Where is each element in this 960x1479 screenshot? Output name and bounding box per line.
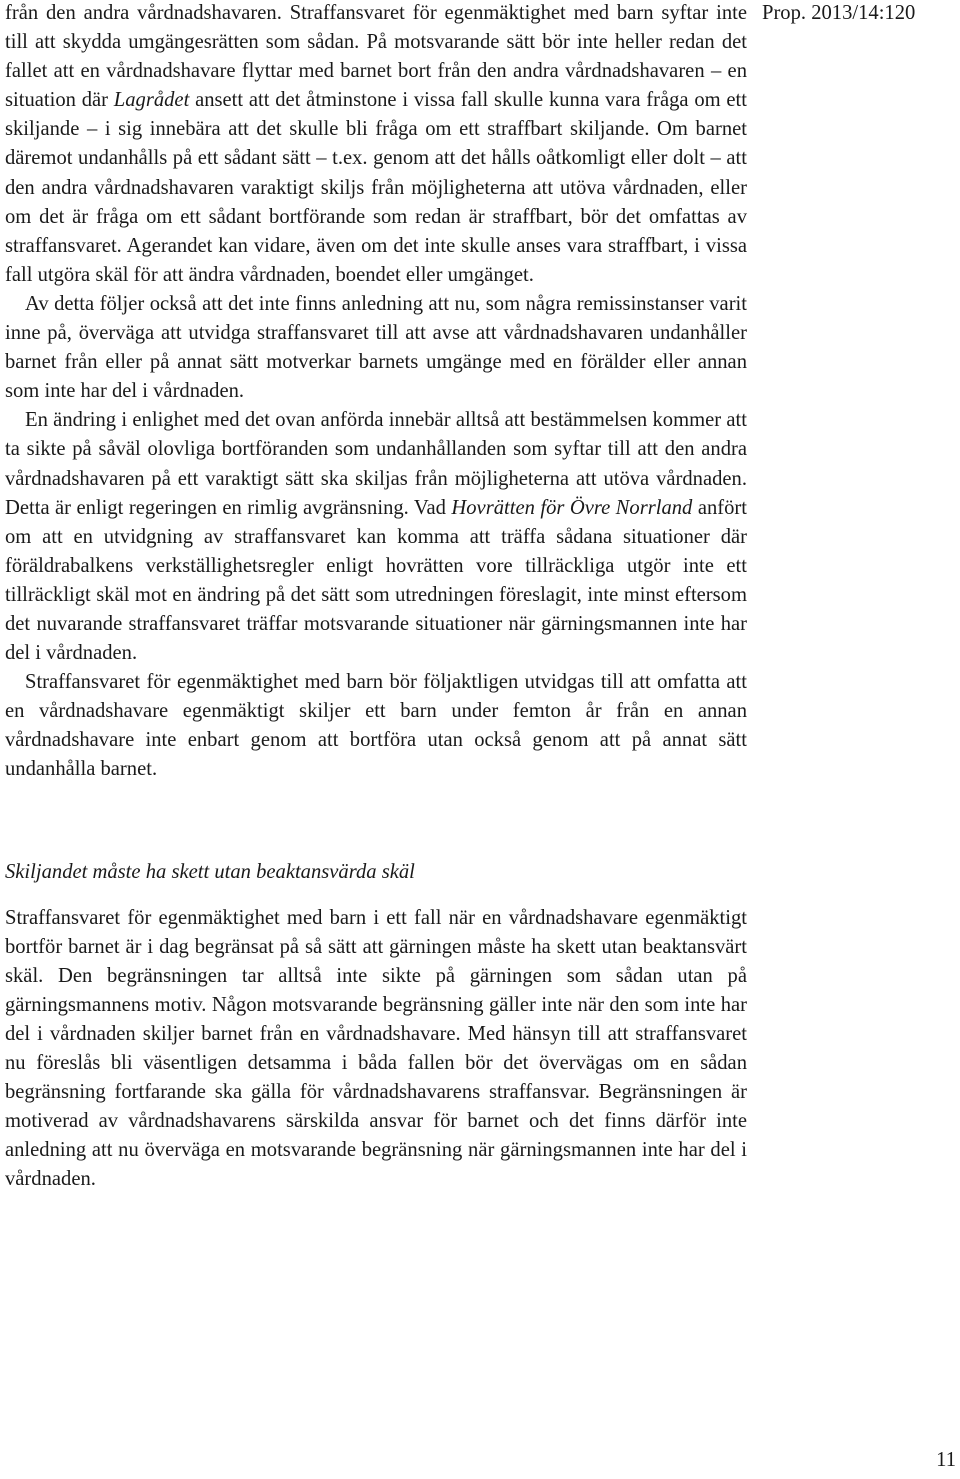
- hovratten-emphasis: Hovrätten för Övre Norrland: [451, 496, 693, 519]
- proposition-reference: Prop. 2013/14:120: [762, 2, 916, 24]
- paragraph-4: Straffansvaret för egenmäktighet med barn bör följaktligen utvidgas till att omfatta att en vårdnadshavare egenmäktigt skiljer ett barn under femton år från en annan vårdnadshavare inte enbart genom att bortföra utan också genom att på annat sätt undanhålla barnet.: [5, 671, 747, 781]
- paragraph-1-text: från den andra vårdnadshavaren. Straffansvaret för egenmäktighet med barn syftar inte till att skydda umgängesrätten som sådan. På motsvarande sätt bör inte heller redan det fallet att en vårdnadshavare flyttar med barnet bort från den andra vårdnadshavaren – en situation där: [5, 2, 747, 112]
- body-text: [5, 0, 747, 1195]
- page-number: 11: [936, 1449, 956, 1471]
- paragraph-2: Av detta följer också att det inte finns anledning att nu, som några remissinstanser varit inne på, överväga att utvidga straffansvaret till att avse att vårdnadshavaren undanhåller barnet från eller på annat sätt motverkar barnets umgänge med en förälder eller annan som inte har del i vårdnaden.: [5, 292, 747, 403]
- paragraph-3-continued: anfört om att en utvidgning av straffansvaret kan komma att träffa sådana situationer där föräldrabalkens verkställighetsregler enligt hovrätten vore tillräckliga utgör inte ett tillräckligt skäl mot en ändring på det sätt som utredningen föreslagit, inte minst eftersom det nuvarande straffansvaret träffar motsvarande situationer när gärningsmannen inte har del i vårdnaden.: [5, 496, 747, 665]
- heading-spacer: [5, 887, 747, 904]
- lagradet-emphasis: Lagrådet: [113, 89, 190, 112]
- paragraph-3-text: En ändring i enlighet med det ovan anförda innebär alltså att bestämmelsen kommer att ta sikte på såväl olovliga bortföranden som undanhållanden som syftar till att den andra vårdnadshavaren på ett varaktigt sätt ska skiljas från möjligheterna att utöva vårdnaden. Detta är enligt regeringen en rimlig avgränsning. Vad: [5, 409, 747, 519]
- section-heading: Skiljandet måste ha skett utan beaktansvärda skäl: [5, 860, 415, 883]
- paragraph-1-continued: ansett att det åtminstone i vissa fall skulle kunna vara fråga om ett skiljande – i sig innebära att det skulle bli fråga om ett straffbart skiljande. Om barnet däremot undanhålls på ett sådant sätt – t.ex. genom att det hålls oåtkomligt eller dolt – att den andra vårdnadshavaren varaktigt skiljs från möjligheterna att utöva vårdnaden, eller om det är fråga om ett sådant bortförande som redan är straffbart, bör det omfattas av straffansvaret. Agerandet kan vidare, även om det inte skulle anses vara straffbart, i vissa fall utgöra skäl för att ändra vårdnaden, boendet eller umgänget.: [5, 89, 747, 286]
- section-paragraph: Straffansvaret för egenmäktighet med barn i ett fall när en vårdnadshavare egenmäktigt bortför barnet är i dag begränsat på så sätt att gärningen måste ha skett utan beaktansvärt skäl. Den begränsningen tar alltså inte sikte på gärningen som sådan utan på gärningsmannens motiv. Någon motsvarande begränsning gäller inte när den som inte har del i vårdnaden skiljer barnet från en vårdnadshavare. Med hänsyn till att straffansvaret nu föreslås bli väsentligen detsamma i båda fallen bör det övervägas om en sådan begränsning fortfarande ska gälla för vårdnadshavarens straffansvar. Begränsningen är motiverad av vårdnadshavarens särskilda ansvar för barnet och det finns därför inte anledning att nu överväga en motsvarande begränsning när gärningsmannen inte har del i vårdnaden.: [5, 906, 747, 1191]
- paragraph-3: [5, 406, 747, 668]
- paragraph-1: [5, 0, 747, 290]
